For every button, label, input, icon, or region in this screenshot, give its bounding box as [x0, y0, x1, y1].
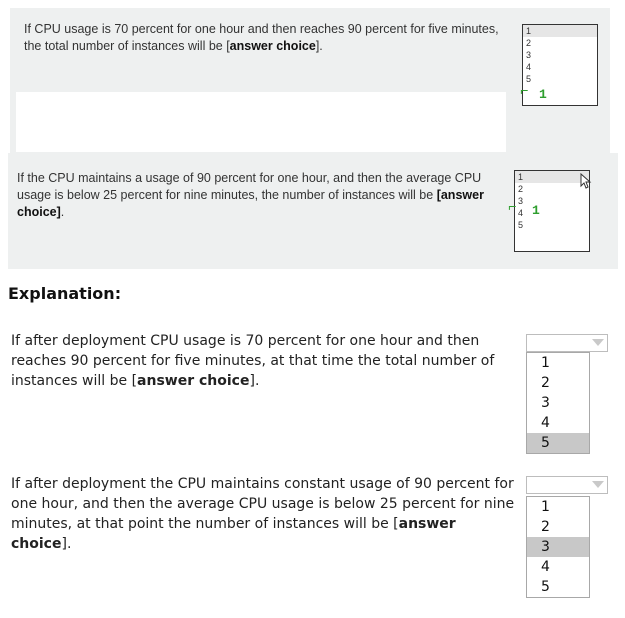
answer-1-text-before: If after deployment CPU usage is 70 percent for one hour and then reaches 90 percent for five minutes, at that time the total number of instances will be [: [11, 333, 495, 389]
question-1-option[interactable]: 4: [526, 62, 532, 72]
drag-handle-icon[interactable]: ⌐: [520, 84, 529, 100]
mouse-cursor-icon: [580, 173, 592, 189]
answer-1-option[interactable]: 4: [541, 415, 550, 431]
question-1-text-after: ].: [315, 39, 323, 53]
question-2-option[interactable]: 3: [518, 196, 524, 206]
answer-1-options-list[interactable]: [526, 352, 590, 454]
answer-2-option[interactable]: 5: [541, 579, 550, 595]
answer-2-answer-placeholder: answer choice: [11, 516, 456, 552]
question-1-answer-area: [16, 92, 506, 152]
question-1-option[interactable]: 3: [526, 50, 532, 60]
question-1-text-before: If CPU usage is 70 percent for one hour and then reaches 90 percent for five minutes, the total number of instances will be [: [24, 22, 499, 53]
answer-2-dropdown[interactable]: [526, 476, 608, 494]
answer-1-answer-placeholder: answer choice: [137, 373, 250, 389]
question-1-options-list[interactable]: [522, 24, 598, 106]
question-2-answer-placeholder: [answer choice]: [17, 188, 484, 219]
question-1-option[interactable]: 2: [526, 38, 532, 48]
question-2-option[interactable]: 5: [518, 220, 524, 230]
chevron-down-icon: [592, 339, 604, 346]
answer-1-option-selected[interactable]: 5: [527, 433, 589, 453]
answer-1-option[interactable]: 3: [541, 395, 550, 411]
answer-2-option[interactable]: 2: [541, 519, 550, 535]
answer-2-option[interactable]: 1: [541, 499, 550, 515]
question-2-option[interactable]: 1: [515, 171, 589, 183]
question-1-option[interactable]: 1: [523, 25, 597, 37]
answer-1-option[interactable]: 1: [541, 355, 550, 371]
question-2-text: [17, 170, 505, 221]
question-2-drag-label: 1: [532, 203, 540, 218]
drag-handle-icon[interactable]: ⌐: [508, 200, 517, 216]
answer-1-text-after: ].: [249, 373, 260, 389]
question-2-text-after: .: [60, 205, 65, 219]
question-2-option[interactable]: 4: [518, 208, 524, 218]
answer-2-text-before: If after deployment the CPU maintains constant usage of 90 percent for one hour, and then the average CPU usage is below 25 percent for nine minutes, at that point the number of instances will be [: [11, 476, 515, 532]
answer-2-option[interactable]: 4: [541, 559, 550, 575]
question-1-option[interactable]: 5: [526, 74, 532, 84]
answer-2-options-list[interactable]: [526, 496, 590, 598]
answer-2-text: [11, 474, 519, 554]
question-2-options-list[interactable]: [514, 170, 590, 252]
answer-2-option-selected[interactable]: 3: [527, 537, 589, 557]
answer-1-dropdown[interactable]: [526, 334, 608, 352]
question-1-drag-label: 1: [539, 87, 547, 102]
question-1-answer-placeholder: answer choice: [229, 39, 316, 53]
answer-2-text-after: ].: [61, 536, 72, 552]
answer-1-text: [11, 331, 519, 391]
answer-1-option[interactable]: 2: [541, 375, 550, 391]
question-1-text: [24, 21, 516, 55]
question-2-text-before: If the CPU maintains a usage of 90 percent for one hour, and then the average CPU usage is below 25 percent for nine minutes, the number of instances will be: [17, 171, 482, 202]
question-2-option[interactable]: 2: [518, 184, 524, 194]
explanation-title: Explanation:: [8, 284, 122, 303]
chevron-down-icon: [592, 481, 604, 488]
